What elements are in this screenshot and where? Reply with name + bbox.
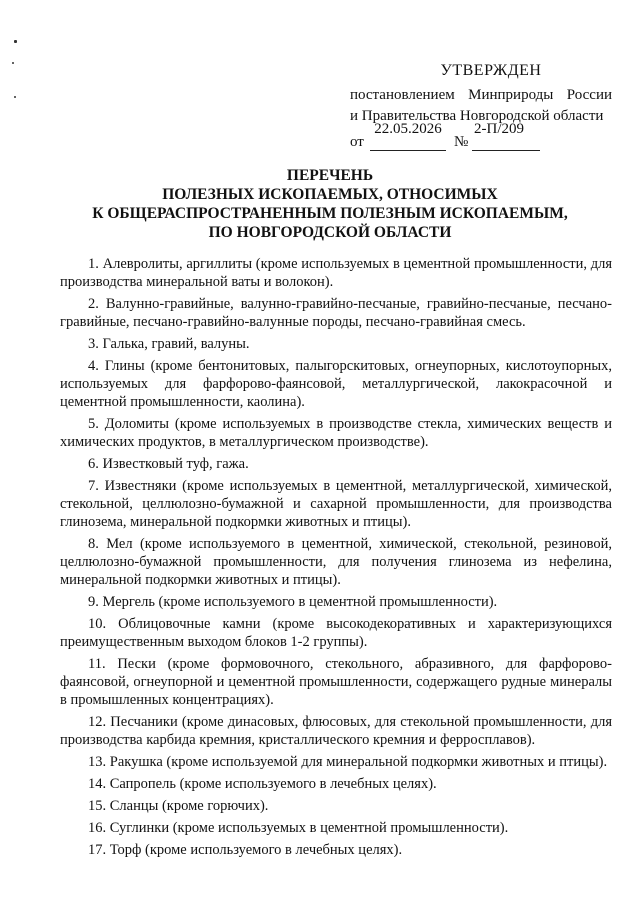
number-label: № [454, 134, 469, 150]
list-item: 11. Пески (кроме формовочного, стекольного, абразивного, для фарфорово-фаянсовой, огнеупорной и цементной промышленности, содержащего рудные минералы в промышленных концентрациях). [60, 656, 612, 708]
number-underline [472, 150, 540, 151]
list-item: 9. Мергель (кроме используемого в цементной промышленности). [88, 594, 498, 610]
list-item: 4. Глины (кроме бентонитовых, палыгорскитовых, огнеупорных, кислотоупорных, используемых для фарфорово-фаянсовой, металлургической, лакокрасочной и цементной промышленности, каолина). [60, 358, 612, 410]
approval-number: 2-П/209 [474, 121, 524, 137]
list-item: 17. Торф (кроме используемого в лечебных целях). [88, 842, 403, 858]
date-underline [370, 150, 446, 151]
title-line-4: ПО НОВГОРОДСКОЙ ОБЛАСТИ [208, 224, 452, 241]
approval-date-number [350, 122, 612, 152]
list-item: 10. Облицовочные камни (кроме высокодекоративных и характеризующихся преимущественным выходом блоков 1-2 группы). [60, 616, 612, 650]
list-item: 12. Песчаники (кроме динасовых, флюсовых, для стекольной промышленности, для производства карбида кремния, кристаллического кремния и ферросплавов). [60, 714, 612, 748]
approval-line-2: и Правительства Новгородской области [350, 108, 604, 124]
list-item: 5. Доломиты (кроме используемых в производстве стекла, химических веществ и химических продуктов, в металлургическом производстве). [60, 416, 612, 450]
approval-heading: УТВЕРЖДЕН [440, 62, 542, 79]
scan-speck [14, 96, 16, 98]
approval-date: 22.05.2026 [374, 121, 442, 137]
list-item: 14. Сапропель (кроме используемого в лечебных целях). [88, 776, 437, 792]
scan-speck [14, 40, 17, 43]
approval-block [350, 60, 612, 127]
list-item: 8. Мел (кроме используемого в цементной, химической, стекольной, резиновой, целлюлозно-бумажной промышленности, для получения глинозема из нефелина, минеральной подкормки животных и птицы). [60, 536, 612, 588]
from-label: от [350, 134, 364, 150]
list-item: 2. Валунно-гравийные, валунно-гравийно-песчаные, гравийно-песчаные, песчано-гравийные, песчано-гравийно-валунные породы, песчано-гравийная смесь. [60, 296, 612, 330]
list-item: 3. Галька, гравий, валуны. [88, 336, 250, 352]
title-line-3: К ОБЩЕРАСПРОСТРАНЕННЫМ ПОЛЕЗНЫМ ИСКОПАЕМЫМ, [92, 205, 568, 222]
approval-line-1: постановлением Минприроды России [350, 87, 612, 103]
document-title [60, 166, 600, 242]
list-item: 7. Известняки (кроме используемых в цементной, металлургической, химической, стекольной, целлюлозно-бумажной и сахарной промышленности, для производства глинозема, минеральной подкормки животных и птицы). [60, 478, 612, 530]
minerals-list [60, 255, 612, 863]
list-item: 1. Алевролиты, аргиллиты (кроме используемых в цементной промышленности, для производства минеральной ваты и волокон). [60, 256, 612, 290]
title-line-2: ПОЛЕЗНЫХ ИСКОПАЕМЫХ, ОТНОСИМЫХ [162, 186, 498, 203]
list-item: 13. Ракушка (кроме используемой для минеральной подкормки животных и птицы). [88, 754, 608, 770]
scan-speck [12, 62, 14, 64]
title-line-1: ПЕРЕЧЕНЬ [286, 167, 374, 184]
list-item: 16. Суглинки (кроме используемых в цементной промышленности). [88, 820, 509, 836]
list-item: 6. Известковый туф, гажа. [88, 456, 249, 472]
list-item: 15. Сланцы (кроме горючих). [88, 798, 269, 814]
